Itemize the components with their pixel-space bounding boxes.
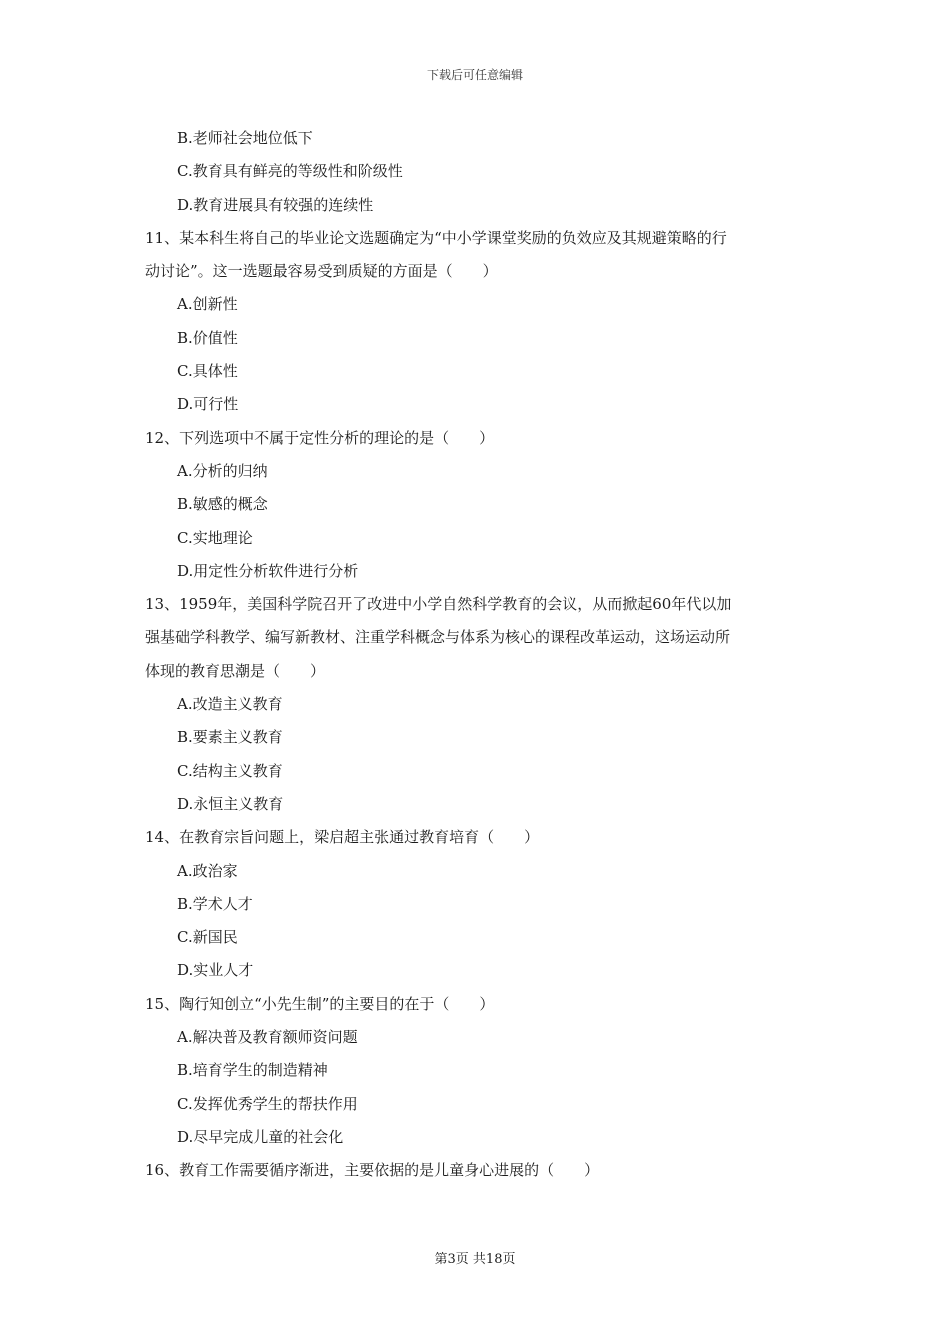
- option-line: C.结构主义教育: [177, 761, 283, 780]
- option-line: D.可行性: [177, 395, 239, 414]
- option-line: C.新国民: [177, 928, 238, 947]
- option-line: B.培育学生的制造精神: [177, 1061, 328, 1080]
- option-line: B.学术人才: [177, 894, 253, 913]
- option-line: C.实地理论: [177, 528, 253, 547]
- option-line: C.发挥优秀学生的帮扶作用: [177, 1094, 358, 1113]
- question-line: 体现的教育思潮是（ ）: [145, 661, 326, 680]
- option-line: B.敏感的概念: [177, 495, 268, 514]
- document-body: [145, 122, 815, 1188]
- question-line: 11、某本科生将自己的毕业论文选题确定为“中小学课堂奖励的负效应及其规避策略的行: [145, 228, 727, 247]
- option-line: B.价值性: [177, 328, 238, 347]
- question-line: 13、1959年，美国科学院召开了改进中小学自然科学教育的会议，从而掀起60年代以加: [145, 595, 732, 614]
- option-line: A.改造主义教育: [177, 695, 283, 714]
- option-line: C.教育具有鲜亮的等级性和阶级性: [177, 162, 403, 181]
- option-line: B.要素主义教育: [177, 728, 283, 747]
- option-line: B.老师社会地位低下: [177, 129, 313, 147]
- question-line: 强基础学科教学、编写新教材、注重学科概念与体系为核心的课程改革运动，这场运动所: [145, 628, 731, 647]
- question-line: 16、教育工作需要循序渐进，主要依据的是儿童身心进展的（ ）: [145, 1161, 600, 1180]
- option-line: A.解决普及教育额师资问题: [177, 1028, 358, 1047]
- option-line: A.分析的归纳: [177, 461, 268, 480]
- option-line: D.教育进展具有较强的连续性: [177, 195, 374, 214]
- question-line: 动讨论”。这一选题最容易受到质疑的方面是（ ）: [145, 262, 498, 281]
- question-line: 12、下列选项中不属于定性分析的理论的是（ ）: [145, 428, 495, 447]
- page-header: 下载后可任意编辑: [426, 68, 523, 82]
- question-line: 14、在教育宗旨问题上，梁启超主张通过教育培育（ ）: [145, 828, 540, 847]
- option-line: D.用定性分析软件进行分析: [177, 561, 359, 580]
- option-line: D.永恒主义教育: [177, 794, 284, 813]
- option-line: A.创新性: [177, 295, 238, 314]
- option-line: D.实业人才: [177, 961, 254, 980]
- option-line: D.尽早完成儿童的社会化: [177, 1127, 344, 1146]
- option-line: C.具体性: [177, 362, 238, 381]
- option-line: A.政治家: [177, 861, 238, 880]
- page-number: 第3页 共18页: [434, 1252, 516, 1267]
- question-line: 15、陶行知创立“小先生制”的主要目的在于（ ）: [145, 994, 495, 1013]
